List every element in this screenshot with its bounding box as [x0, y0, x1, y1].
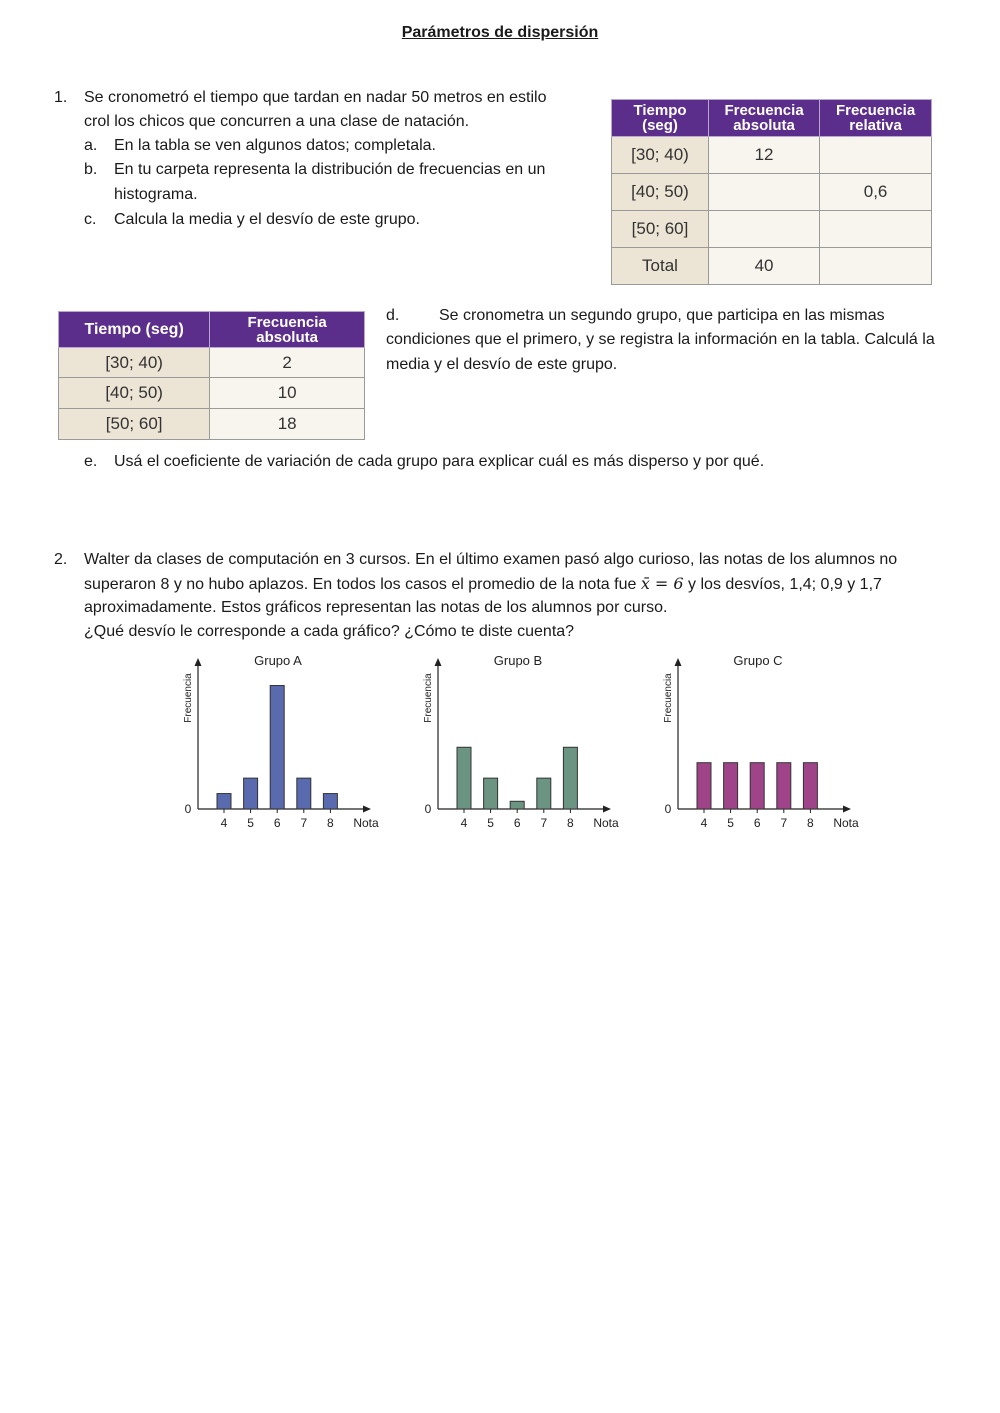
chart-y-label: Frecuencia — [423, 673, 434, 723]
bar — [750, 763, 764, 809]
x-tick-label: 7 — [540, 816, 548, 830]
bar — [537, 778, 551, 809]
table-row — [612, 174, 932, 211]
table2-cell-abs: 2 — [210, 348, 365, 378]
chart-grupo-a — [178, 648, 393, 838]
page-title: Parámetros de dispersión — [401, 24, 599, 41]
bar — [484, 778, 498, 809]
exercise-2-line-2: superaron 8 y no hubo aplazos. En todos los casos el promedio de la nota fue x̄ = 6 y los desvíos, 1,4; 0,9 y 1,7 — [84, 574, 882, 593]
bar — [297, 778, 311, 809]
x-tick-label: 4 — [700, 816, 708, 830]
x-tick-label: 5 — [487, 816, 494, 830]
chart-y-label: Frecuencia — [663, 673, 674, 723]
x-tick-label: 8 — [807, 816, 814, 830]
table1-cell-rel — [820, 211, 932, 248]
table2-header-frecuencia-absoluta: Frecuencia absoluta — [210, 312, 365, 348]
table1-cell-total: Total — [612, 248, 709, 285]
exercise-2-number: 2. — [54, 551, 68, 568]
chart-grupo-a-svg — [178, 648, 393, 838]
table1-cell-rel — [820, 137, 932, 174]
bar — [270, 686, 284, 809]
chart-grupo-b — [418, 648, 633, 838]
frequency-table-1 — [611, 99, 932, 285]
chart-grupo-c-svg — [658, 648, 873, 838]
table1-header-frecuencia-relativa: Frecuencia relativa — [820, 100, 932, 137]
x-tick-label: 7 — [780, 816, 788, 830]
bar — [323, 794, 337, 809]
table1-header-tiempo: Tiempo (seg) — [612, 100, 709, 137]
chart-title: Grupo C — [733, 653, 783, 668]
chart-x-label: Nota — [593, 816, 619, 830]
item-b-mark: b. — [84, 161, 98, 178]
table-row — [59, 409, 365, 440]
bar — [217, 794, 231, 809]
chart-y-label: Frecuencia — [183, 673, 194, 723]
item-d-line-2: condiciones que el primero, y se registra la información en la tabla. Calculá la — [386, 331, 935, 348]
bar — [803, 763, 817, 809]
bar — [563, 747, 577, 809]
chart-grupo-b-svg — [418, 648, 633, 838]
item-d-mark: d. — [386, 307, 400, 324]
table2-cell-interval: [40; 50) — [59, 378, 210, 409]
x-tick-label: 8 — [567, 816, 574, 830]
bar — [244, 778, 258, 809]
item-a-text: En la tabla se ven algunos datos; completala. — [114, 137, 436, 154]
table2-cell-abs: 10 — [210, 378, 365, 409]
item-d-line-3: media y el desvío de este grupo. — [386, 356, 618, 373]
y-axis-arrow — [675, 658, 682, 666]
exercise-2-line-4: ¿Qué desvío le corresponde a cada gráfico? ¿Cómo te diste cuenta? — [84, 623, 575, 640]
item-d-line-1: Se cronometra un segundo grupo, que participa en las mismas — [439, 307, 885, 324]
table1-cell-abs: 12 — [709, 137, 820, 174]
bar — [457, 747, 471, 809]
table1-cell-rel: 0,6 — [820, 174, 932, 211]
exercise-1-line-1: Se cronometró el tiempo que tardan en nadar 50 metros en estilo — [84, 89, 547, 106]
item-c-text: Calcula la media y el desvío de este grupo. — [114, 211, 420, 228]
table1-cell-abs — [709, 211, 820, 248]
y-origin-label: 0 — [664, 802, 672, 816]
table1-cell-interval: [40; 50) — [612, 174, 709, 211]
item-e-text: Usá el coeficiente de variación de cada grupo para explicar cuál es más disperso y por qué. — [114, 453, 765, 470]
y-origin-label: 0 — [184, 802, 192, 816]
chart-x-label: Nota — [353, 816, 379, 830]
table2-header-tiempo: Tiempo (seg) — [59, 312, 210, 348]
bar — [697, 763, 711, 809]
table1-cell-rel — [820, 248, 932, 285]
x-tick-label: 4 — [220, 816, 228, 830]
y-axis-arrow — [195, 658, 202, 666]
chart-title: Grupo B — [493, 653, 543, 668]
x-tick-label: 6 — [753, 816, 761, 830]
table1-cell-interval: [30; 40) — [612, 137, 709, 174]
x-tick-label: 5 — [247, 816, 254, 830]
x-tick-label: 7 — [300, 816, 308, 830]
chart-title: Grupo A — [254, 653, 302, 668]
frequency-table-2 — [58, 311, 365, 440]
x-tick-label: 5 — [727, 816, 734, 830]
table2-cell-abs: 18 — [210, 409, 365, 440]
table1-cell-interval: [50; 60] — [612, 211, 709, 248]
x-tick-label: 6 — [273, 816, 281, 830]
exercise-2-line-3: aproximadamente. Estos gráficos representan las notas de los alumnos por curso. — [84, 599, 668, 616]
exercise-1-line-2: crol los chicos que concurren a una clase de natación. — [84, 113, 470, 130]
table-row — [612, 137, 932, 174]
item-e-mark: e. — [84, 453, 98, 470]
x-tick-label: 8 — [327, 816, 334, 830]
table-row — [612, 248, 932, 285]
table-row — [59, 378, 365, 409]
table-row — [59, 348, 365, 378]
chart-grupo-c — [658, 648, 873, 838]
table1-cell-abs — [709, 174, 820, 211]
item-a-mark: a. — [84, 137, 98, 154]
bar — [777, 763, 791, 809]
bar — [724, 763, 738, 809]
x-tick-label: 6 — [513, 816, 521, 830]
y-axis-arrow — [435, 658, 442, 666]
item-b-line-1: En tu carpeta representa la distribución de frecuencias en un — [114, 161, 546, 178]
table-row — [612, 211, 932, 248]
x-axis-arrow — [603, 806, 611, 813]
x-axis-arrow — [363, 806, 371, 813]
table1-header-frecuencia-absoluta: Frecuencia absoluta — [709, 100, 820, 137]
table1-cell-abs: 40 — [709, 248, 820, 285]
item-c-mark: c. — [84, 211, 97, 228]
x-axis-arrow — [843, 806, 851, 813]
table2-cell-interval: [30; 40) — [59, 348, 210, 378]
table2-cell-interval: [50; 60] — [59, 409, 210, 440]
item-b-line-2: histograma. — [114, 186, 198, 203]
x-tick-label: 4 — [460, 816, 468, 830]
exercise-1-number: 1. — [54, 89, 68, 106]
y-origin-label: 0 — [424, 802, 432, 816]
bar — [510, 801, 524, 809]
chart-x-label: Nota — [833, 816, 859, 830]
mean-formula: x̄ = 6 — [640, 574, 684, 593]
exercise-2-line-1: Walter da clases de computación en 3 cursos. En el último examen pasó algo curioso, las notas de los alumnos no — [84, 551, 898, 568]
